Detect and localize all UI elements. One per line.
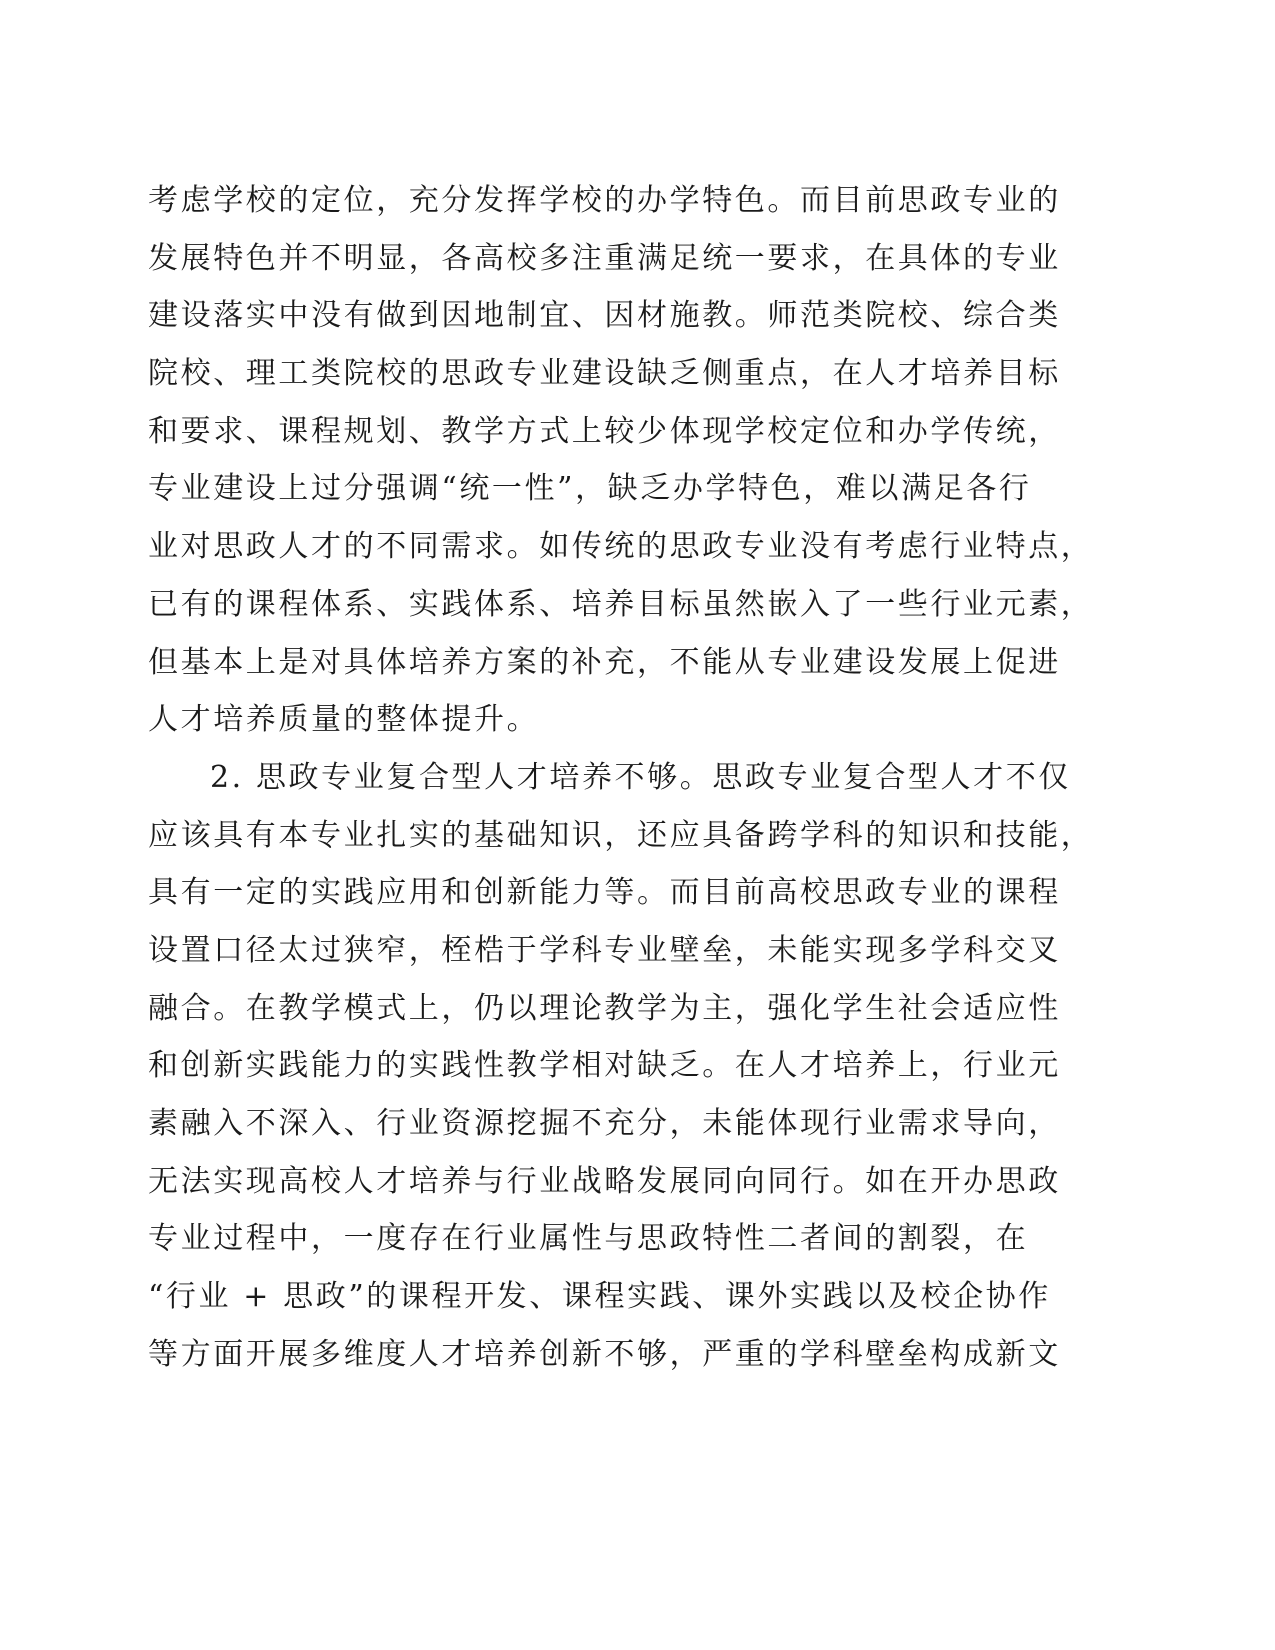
text-line: 发展特色并不明显，各高校多注重满足统一要求，在具体的专业 [148,240,1061,276]
text-line: “行业 + 思政”的课程开发、课程实践、课外实践以及校企协作 [148,1279,1051,1315]
text-line: 等方面开展多维度人才培养创新不够，严重的学科壁垒构成新文 [148,1336,1061,1372]
section-heading-line: 2. 思政专业复合型人才培养不够。思政专业复合型人才不仅 [210,759,1071,795]
text-line: 和要求、课程规划、教学方式上较少体现学校定位和办学传统， [148,413,1061,449]
text-line: 建设落实中没有做到因地制宜、因材施教。师范类院校、综合类 [148,298,1061,334]
text-line: 专业过程中，一度存在行业属性与思政特性二者间的割裂，在 [148,1221,1029,1257]
text-line: 融合。在教学模式上，仍以理论教学为主，强化学生社会适应性 [148,990,1061,1026]
text-line: 专业建设上过分强调“统一性”，缺乏办学特色，难以满足各行 [148,471,1032,507]
text-line: 和创新实践能力的实践性教学相对缺乏。在人才培养上，行业元 [148,1048,1061,1084]
text-line: 院校、理工类院校的思政专业建设缺乏侧重点，在人才培养目标 [148,356,1061,392]
text-line: 应该具有本专业扎实的基础知识，还应具备跨学科的知识和技能， [148,817,1094,853]
text-line: 已有的课程体系、实践体系、培养目标虽然嵌入了一些行业元素， [148,586,1094,622]
text-line: 具有一定的实践应用和创新能力等。而目前高校思政专业的课程 [148,875,1061,911]
text-line: 素融入不深入、行业资源挖掘不充分，未能体现行业需求导向， [148,1106,1061,1141]
text-line: 无法实现高校人才培养与行业战略发展同向同行。如在开办思政 [148,1163,1061,1199]
body-text [148,172,1128,1383]
text-line: 业对思政人才的不同需求。如传统的思政专业没有考虑行业特点， [148,529,1094,565]
text-line: 设置口径太过狭窄，桎梏于学科专业壁垒，未能实现多学科交叉 [148,932,1061,968]
text-line: 考虑学校的定位，充分发挥学校的办学特色。而目前思政专业的 [148,183,1061,218]
text-line: 人才培养质量的整体提升。 [148,702,540,738]
text-line: 但基本上是对具体培养方案的补充，不能从专业建设发展上促进 [148,644,1061,680]
